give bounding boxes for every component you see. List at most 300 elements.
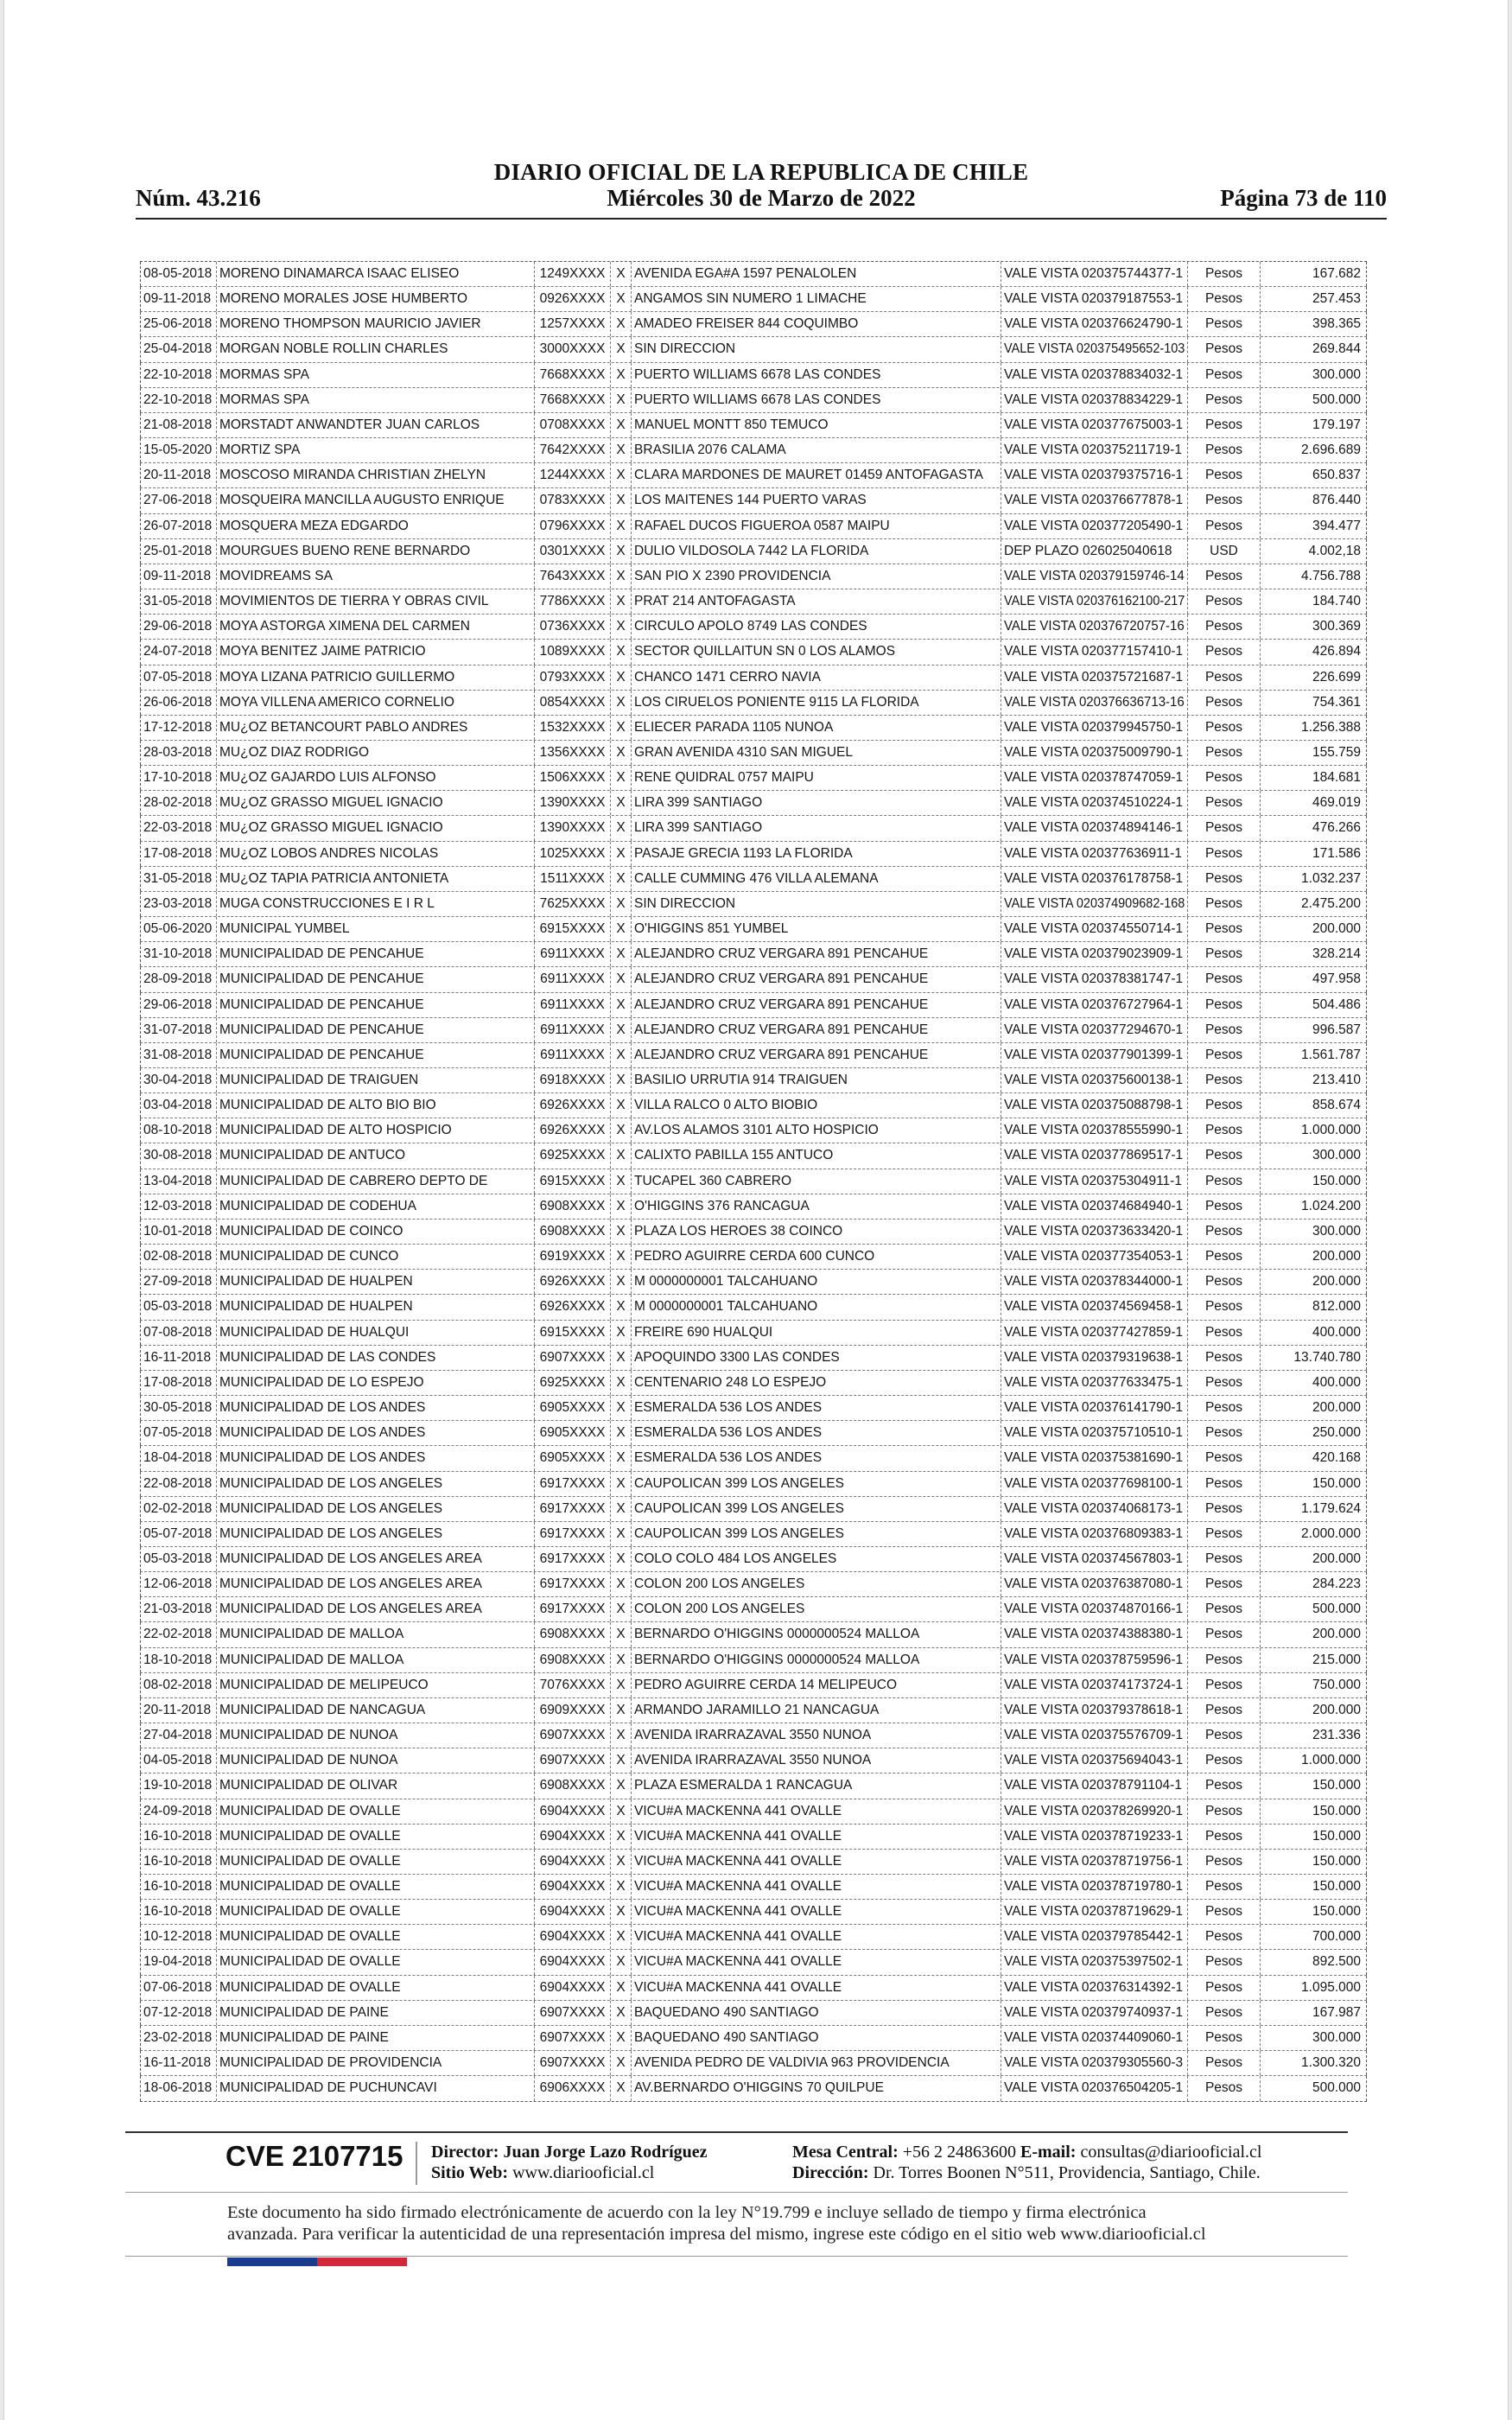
row-rut: 6917XXXX xyxy=(534,1572,610,1596)
row-document: VALE VISTA 020378269920-1 xyxy=(1001,1799,1187,1824)
row-currency: Pesos xyxy=(1187,1774,1260,1798)
records-table xyxy=(140,261,1367,2102)
row-rut: 6911XXXX xyxy=(534,993,610,1017)
row-date: 25-01-2018 xyxy=(140,539,216,564)
row-mark: X xyxy=(610,1018,631,1042)
row-address: PUERTO WILLIAMS 6678 LAS CONDES xyxy=(631,363,1001,387)
table-row xyxy=(140,1950,1367,1975)
row-date: 29-06-2018 xyxy=(140,993,216,1017)
row-rut: 1244XXXX xyxy=(534,463,610,487)
row-currency: Pesos xyxy=(1187,666,1260,690)
row-mark: X xyxy=(610,1673,631,1697)
row-name: MORMAS SPA xyxy=(216,363,534,387)
row-name: MUNICIPALIDAD DE CABRERO DEPTO DE xyxy=(216,1169,534,1194)
row-amount: 1.095.000 xyxy=(1260,1976,1367,2000)
row-document: VALE VISTA 020378747059-1 xyxy=(1001,766,1187,790)
table-row xyxy=(140,1748,1367,1774)
row-currency: Pesos xyxy=(1187,816,1260,840)
row-name: MORTIZ SPA xyxy=(216,438,534,462)
row-date: 17-12-2018 xyxy=(140,716,216,740)
row-date: 16-10-2018 xyxy=(140,1825,216,1849)
row-document: VALE VISTA 020375495652-103 xyxy=(1001,337,1187,361)
legal-line-2: avanzada. Para verificar la autenticidad de una representación impresa del mismo, ingrese este código en el sitio web www.diariooficial.cl xyxy=(227,2225,1206,2244)
row-document: DEP PLAZO 026025040618 xyxy=(1001,539,1187,564)
row-name: MOYA VILLENA AMERICO CORNELIO xyxy=(216,691,534,715)
table-row xyxy=(140,1270,1367,1295)
table-row xyxy=(140,1295,1367,1320)
issue-date: Miércoles 30 de Marzo de 2022 xyxy=(607,185,916,211)
row-document: VALE VISTA 020377427859-1 xyxy=(1001,1321,1187,1345)
row-rut: 6906XXXX xyxy=(534,2076,610,2101)
row-amount: 200.000 xyxy=(1260,1270,1367,1294)
row-currency: Pesos xyxy=(1187,1321,1260,1345)
row-mark: X xyxy=(610,1925,631,1949)
table-row xyxy=(140,1446,1367,1471)
row-document: VALE VISTA 020379023909-1 xyxy=(1001,942,1187,966)
row-rut: 7668XXXX xyxy=(534,363,610,387)
row-address: PLAZA LOS HEROES 38 COINCO xyxy=(631,1220,1001,1244)
row-name: MUNICIPALIDAD DE PROVIDENCIA xyxy=(216,2051,534,2075)
row-date: 17-08-2018 xyxy=(140,842,216,866)
header-divider xyxy=(136,218,1387,220)
row-name: MUNICIPALIDAD DE LO ESPEJO xyxy=(216,1371,534,1395)
table-row xyxy=(140,691,1367,716)
table-row xyxy=(140,1018,1367,1043)
row-address: SIN DIRECCION xyxy=(631,337,1001,361)
row-mark: X xyxy=(610,967,631,991)
row-name: MUNICIPALIDAD DE TRAIGUEN xyxy=(216,1068,534,1092)
row-mark: X xyxy=(610,1446,631,1470)
row-name: MUNICIPALIDAD DE HUALPEN xyxy=(216,1270,534,1294)
email-link[interactable]: consultas@diariooficial.cl xyxy=(1080,2143,1262,2162)
table-row xyxy=(140,640,1367,665)
row-mark: X xyxy=(610,1270,631,1294)
table-row xyxy=(140,1143,1367,1169)
table-row xyxy=(140,1723,1367,1748)
row-document: VALE VISTA 020374684940-1 xyxy=(1001,1194,1187,1219)
row-address: COLON 200 LOS ANGELES xyxy=(631,1597,1001,1621)
row-rut: 6905XXXX xyxy=(534,1446,610,1470)
row-rut: 6926XXXX xyxy=(534,1295,610,1319)
row-document: VALE VISTA 020379378618-1 xyxy=(1001,1698,1187,1723)
row-amount: 167.987 xyxy=(1260,2001,1367,2025)
row-document: VALE VISTA 020379740937-1 xyxy=(1001,2001,1187,2025)
row-name: MU¿OZ TAPIA PATRICIA ANTONIETA xyxy=(216,867,534,891)
row-amount: 226.699 xyxy=(1260,666,1367,690)
row-address: SIN DIRECCION xyxy=(631,892,1001,916)
site-link[interactable]: www.diariooficial.cl xyxy=(512,2163,655,2182)
row-address: ESMERALDA 536 LOS ANDES xyxy=(631,1446,1001,1470)
row-mark: X xyxy=(610,1194,631,1219)
row-address: BAQUEDANO 490 SANTIAGO xyxy=(631,2026,1001,2050)
row-mark: X xyxy=(610,2051,631,2075)
row-currency: Pesos xyxy=(1187,1925,1260,1949)
mesa-label: Mesa Central: xyxy=(792,2143,899,2162)
row-name: MUNICIPALIDAD DE OVALLE xyxy=(216,1950,534,1974)
row-rut: 0783XXXX xyxy=(534,488,610,513)
row-document: VALE VISTA 020376141790-1 xyxy=(1001,1396,1187,1420)
row-name: MUNICIPALIDAD DE OVALLE xyxy=(216,1976,534,2000)
row-date: 16-10-2018 xyxy=(140,1850,216,1874)
footer-contact-block xyxy=(792,2142,1261,2183)
table-row xyxy=(140,262,1367,287)
row-document: VALE VISTA 020379319638-1 xyxy=(1001,1346,1187,1370)
row-mark: X xyxy=(610,842,631,866)
row-document: VALE VISTA 020379187553-1 xyxy=(1001,287,1187,311)
row-name: MUNICIPALIDAD DE COINCO xyxy=(216,1220,534,1244)
row-document: VALE VISTA 020373633420-1 xyxy=(1001,1220,1187,1244)
row-address: CALLE CUMMING 476 VILLA ALEMANA xyxy=(631,867,1001,891)
row-document: VALE VISTA 020375397502-1 xyxy=(1001,1950,1187,1974)
row-mark: X xyxy=(610,262,631,286)
row-currency: Pesos xyxy=(1187,2001,1260,2025)
row-name: MOSCOSO MIRANDA CHRISTIAN ZHELYN xyxy=(216,463,534,487)
row-rut: 0736XXXX xyxy=(534,615,610,639)
mesa-phone: +56 2 24863600 xyxy=(902,2143,1017,2162)
row-rut: 6908XXXX xyxy=(534,1622,610,1646)
row-mark: X xyxy=(610,1068,631,1092)
row-name: MOYA LIZANA PATRICIO GUILLERMO xyxy=(216,666,534,690)
row-mark: X xyxy=(610,564,631,589)
row-date: 02-08-2018 xyxy=(140,1245,216,1269)
row-address: CALIXTO PABILLA 155 ANTUCO xyxy=(631,1143,1001,1168)
row-amount: 184.681 xyxy=(1260,766,1367,790)
row-document: VALE VISTA 020375710510-1 xyxy=(1001,1421,1187,1445)
row-mark: X xyxy=(610,1976,631,2000)
row-name: MUNICIPALIDAD DE OVALLE xyxy=(216,1925,534,1949)
row-mark: X xyxy=(610,1825,631,1849)
row-rut: 6908XXXX xyxy=(534,1220,610,1244)
row-date: 16-10-2018 xyxy=(140,1875,216,1899)
director-label: Director: xyxy=(431,2143,499,2162)
row-document: VALE VISTA 020375304911-1 xyxy=(1001,1169,1187,1194)
row-mark: X xyxy=(610,816,631,840)
row-rut: 6911XXXX xyxy=(534,967,610,991)
row-date: 05-03-2018 xyxy=(140,1295,216,1319)
row-rut: 1089XXXX xyxy=(534,640,610,664)
row-amount: 150.000 xyxy=(1260,1169,1367,1194)
row-date: 30-05-2018 xyxy=(140,1396,216,1420)
row-amount: 1.000.000 xyxy=(1260,1748,1367,1773)
row-amount: 231.336 xyxy=(1260,1723,1367,1748)
row-date: 15-05-2020 xyxy=(140,438,216,462)
row-date: 12-03-2018 xyxy=(140,1194,216,1219)
row-address: ALEJANDRO CRUZ VERGARA 891 PENCAHUE xyxy=(631,1018,1001,1042)
row-mark: X xyxy=(610,1547,631,1571)
row-mark: X xyxy=(610,539,631,564)
row-currency: Pesos xyxy=(1187,463,1260,487)
row-currency: Pesos xyxy=(1187,1371,1260,1395)
row-amount: 650.837 xyxy=(1260,463,1367,487)
row-currency: Pesos xyxy=(1187,514,1260,538)
table-row xyxy=(140,1068,1367,1093)
row-date: 23-02-2018 xyxy=(140,2026,216,2050)
row-currency: Pesos xyxy=(1187,564,1260,589)
row-date: 22-03-2018 xyxy=(140,816,216,840)
row-date: 18-04-2018 xyxy=(140,1446,216,1470)
table-row xyxy=(140,2026,1367,2051)
row-document: VALE VISTA 020376809383-1 xyxy=(1001,1522,1187,1546)
row-currency: Pesos xyxy=(1187,691,1260,715)
row-document: VALE VISTA 020376387080-1 xyxy=(1001,1572,1187,1596)
row-address: AV.BERNARDO O'HIGGINS 70 QUILPUE xyxy=(631,2076,1001,2101)
row-rut: 1249XXXX xyxy=(534,262,610,286)
row-mark: X xyxy=(610,1497,631,1521)
row-document: VALE VISTA 020376677878-1 xyxy=(1001,488,1187,513)
row-amount: 284.223 xyxy=(1260,1572,1367,1596)
row-name: MU¿OZ LOBOS ANDRES NICOLAS xyxy=(216,842,534,866)
row-address: BERNARDO O'HIGGINS 0000000524 MALLOA xyxy=(631,1648,1001,1672)
row-date: 19-10-2018 xyxy=(140,1774,216,1798)
row-amount: 892.500 xyxy=(1260,1950,1367,1974)
row-document: VALE VISTA 020374870166-1 xyxy=(1001,1597,1187,1621)
row-mark: X xyxy=(610,1522,631,1546)
table-row xyxy=(140,867,1367,892)
row-document: VALE VISTA 020375381690-1 xyxy=(1001,1446,1187,1470)
row-mark: X xyxy=(610,438,631,462)
row-mark: X xyxy=(610,917,631,941)
row-rut: 6908XXXX xyxy=(534,1648,610,1672)
row-currency: Pesos xyxy=(1187,1068,1260,1092)
row-amount: 200.000 xyxy=(1260,1396,1367,1420)
row-mark: X xyxy=(610,1950,631,1974)
table-row xyxy=(140,2001,1367,2026)
table-row xyxy=(140,791,1367,816)
row-amount: 200.000 xyxy=(1260,1622,1367,1646)
row-address: COLON 200 LOS ANGELES xyxy=(631,1572,1001,1596)
row-name: MUNICIPALIDAD DE ALTO HOSPICIO xyxy=(216,1118,534,1143)
row-date: 07-06-2018 xyxy=(140,1976,216,2000)
row-document: VALE VISTA 020378719756-1 xyxy=(1001,1850,1187,1874)
row-date: 12-06-2018 xyxy=(140,1572,216,1596)
row-amount: 213.410 xyxy=(1260,1068,1367,1092)
row-rut: 0708XXXX xyxy=(534,413,610,437)
row-address: CHANCO 1471 CERRO NAVIA xyxy=(631,666,1001,690)
row-amount: 1.000.000 xyxy=(1260,1118,1367,1143)
row-mark: X xyxy=(610,2001,631,2025)
row-address: LIRA 399 SANTIAGO xyxy=(631,816,1001,840)
row-amount: 1.179.624 xyxy=(1260,1497,1367,1521)
row-name: MOVIMIENTOS DE TIERRA Y OBRAS CIVIL xyxy=(216,589,534,614)
row-currency: Pesos xyxy=(1187,413,1260,437)
row-currency: Pesos xyxy=(1187,867,1260,891)
row-rut: 0854XXXX xyxy=(534,691,610,715)
row-name: MU¿OZ BETANCOURT PABLO ANDRES xyxy=(216,716,534,740)
row-date: 30-04-2018 xyxy=(140,1068,216,1092)
row-document: VALE VISTA 020377901399-1 xyxy=(1001,1043,1187,1067)
row-address: VICU#A MACKENNA 441 OVALLE xyxy=(631,1875,1001,1899)
table-row xyxy=(140,816,1367,841)
row-rut: 6907XXXX xyxy=(534,1748,610,1773)
row-mark: X xyxy=(610,1774,631,1798)
row-currency: Pesos xyxy=(1187,1698,1260,1723)
row-date: 31-07-2018 xyxy=(140,1018,216,1042)
table-row xyxy=(140,1522,1367,1547)
row-address: ARMANDO JARAMILLO 21 NANCAGUA xyxy=(631,1698,1001,1723)
row-mark: X xyxy=(610,488,631,513)
row-amount: 200.000 xyxy=(1260,1698,1367,1723)
row-name: MORENO THOMPSON MAURICIO JAVIER xyxy=(216,312,534,336)
row-date: 20-11-2018 xyxy=(140,463,216,487)
row-address: BAQUEDANO 490 SANTIAGO xyxy=(631,2001,1001,2025)
row-rut: 1506XXXX xyxy=(534,766,610,790)
row-name: MUNICIPALIDAD DE HUALPEN xyxy=(216,1295,534,1319)
row-name: MUNICIPALIDAD DE NUNOA xyxy=(216,1723,534,1748)
row-mark: X xyxy=(610,615,631,639)
table-row xyxy=(140,564,1367,589)
table-row xyxy=(140,337,1367,362)
row-rut: 6904XXXX xyxy=(534,1850,610,1874)
row-name: MUNICIPALIDAD DE LOS ANGELES xyxy=(216,1522,534,1546)
row-amount: 150.000 xyxy=(1260,1825,1367,1849)
table-row xyxy=(140,1547,1367,1572)
row-currency: Pesos xyxy=(1187,488,1260,513)
row-mark: X xyxy=(610,1043,631,1067)
row-amount: 996.587 xyxy=(1260,1018,1367,1042)
row-address: ALEJANDRO CRUZ VERGARA 891 PENCAHUE xyxy=(631,942,1001,966)
row-rut: 6919XXXX xyxy=(534,1245,610,1269)
row-name: MORGAN NOBLE ROLLIN CHARLES xyxy=(216,337,534,361)
row-rut: 6926XXXX xyxy=(534,1270,610,1294)
row-mark: X xyxy=(610,1295,631,1319)
row-document: VALE VISTA 020375088798-1 xyxy=(1001,1093,1187,1118)
row-name: MUNICIPALIDAD DE OVALLE xyxy=(216,1850,534,1874)
director-name: Juan Jorge Lazo Rodríguez xyxy=(503,2143,708,2162)
row-address: VICU#A MACKENNA 441 OVALLE xyxy=(631,1825,1001,1849)
row-document: VALE VISTA 020375009790-1 xyxy=(1001,741,1187,765)
row-name: MU¿OZ GRASSO MIGUEL IGNACIO xyxy=(216,816,534,840)
row-rut: 6925XXXX xyxy=(534,1371,610,1395)
row-currency: Pesos xyxy=(1187,1622,1260,1646)
row-rut: 0793XXXX xyxy=(534,666,610,690)
table-row xyxy=(140,1900,1367,1925)
row-amount: 300.000 xyxy=(1260,1143,1367,1168)
row-rut: 6904XXXX xyxy=(534,1799,610,1824)
row-document: VALE VISTA 020374894146-1 xyxy=(1001,816,1187,840)
row-address: APOQUINDO 3300 LAS CONDES xyxy=(631,1346,1001,1370)
row-amount: 500.000 xyxy=(1260,1597,1367,1621)
row-amount: 155.759 xyxy=(1260,741,1367,765)
row-currency: Pesos xyxy=(1187,1143,1260,1168)
row-rut: 1257XXXX xyxy=(534,312,610,336)
row-currency: Pesos xyxy=(1187,1522,1260,1546)
row-date: 05-07-2018 xyxy=(140,1522,216,1546)
row-date: 10-12-2018 xyxy=(140,1925,216,1949)
row-mark: X xyxy=(610,1321,631,1345)
row-name: MUNICIPALIDAD DE LOS ANDES xyxy=(216,1396,534,1420)
table-row xyxy=(140,1774,1367,1799)
site-label: Sitio Web: xyxy=(431,2163,509,2182)
row-document: VALE VISTA 020376314392-1 xyxy=(1001,1976,1187,2000)
row-address: VICU#A MACKENNA 441 OVALLE xyxy=(631,1900,1001,1924)
row-address: BRASILIA 2076 CALAMA xyxy=(631,438,1001,462)
row-document: VALE VISTA 020374068173-1 xyxy=(1001,1497,1187,1521)
row-currency: Pesos xyxy=(1187,615,1260,639)
row-currency: Pesos xyxy=(1187,1648,1260,1672)
row-mark: X xyxy=(610,1346,631,1370)
row-mark: X xyxy=(610,1698,631,1723)
row-amount: 300.000 xyxy=(1260,1220,1367,1244)
row-date: 31-08-2018 xyxy=(140,1043,216,1067)
row-rut: 1532XXXX xyxy=(534,716,610,740)
row-date: 05-06-2020 xyxy=(140,917,216,941)
row-date: 27-09-2018 xyxy=(140,1270,216,1294)
row-address: COLO COLO 484 LOS ANGELES xyxy=(631,1547,1001,1571)
row-name: MUNICIPALIDAD DE PUCHUNCAVI xyxy=(216,2076,534,2101)
row-date: 25-04-2018 xyxy=(140,337,216,361)
row-currency: Pesos xyxy=(1187,967,1260,991)
row-amount: 4.756.788 xyxy=(1260,564,1367,589)
row-mark: X xyxy=(610,287,631,311)
row-date: 16-11-2018 xyxy=(140,1346,216,1370)
row-address: GRAN AVENIDA 4310 SAN MIGUEL xyxy=(631,741,1001,765)
row-mark: X xyxy=(610,1169,631,1194)
row-address: SECTOR QUILLAITUN SN 0 LOS ALAMOS xyxy=(631,640,1001,664)
row-date: 16-10-2018 xyxy=(140,1900,216,1924)
row-currency: Pesos xyxy=(1187,993,1260,1017)
row-mark: X xyxy=(610,666,631,690)
row-document: VALE VISTA 020378344000-1 xyxy=(1001,1270,1187,1294)
row-date: 22-08-2018 xyxy=(140,1472,216,1496)
row-mark: X xyxy=(610,691,631,715)
row-amount: 300.000 xyxy=(1260,363,1367,387)
row-date: 17-08-2018 xyxy=(140,1371,216,1395)
row-address: LIRA 399 SANTIAGO xyxy=(631,791,1001,815)
cve-code: CVE 2107715 xyxy=(226,2140,403,2172)
table-row xyxy=(140,312,1367,337)
row-currency: Pesos xyxy=(1187,589,1260,614)
row-name: MUNICIPALIDAD DE MALLOA xyxy=(216,1648,534,1672)
row-address: SAN PIO X 2390 PROVIDENCIA xyxy=(631,564,1001,589)
row-rut: 6917XXXX xyxy=(534,1547,610,1571)
row-date: 07-05-2018 xyxy=(140,666,216,690)
row-rut: 6915XXXX xyxy=(534,917,610,941)
row-document: VALE VISTA 020377205490-1 xyxy=(1001,514,1187,538)
row-name: MUNICIPALIDAD DE PENCAHUE xyxy=(216,942,534,966)
row-date: 24-09-2018 xyxy=(140,1799,216,1824)
row-document: VALE VISTA 020375211719-1 xyxy=(1001,438,1187,462)
row-mark: X xyxy=(610,1093,631,1118)
document-page xyxy=(3,0,1509,2420)
row-document: VALE VISTA 020378759596-1 xyxy=(1001,1648,1187,1672)
row-rut: 0796XXXX xyxy=(534,514,610,538)
row-address: RENE QUIDRAL 0757 MAIPU xyxy=(631,766,1001,790)
row-date: 08-05-2018 xyxy=(140,262,216,286)
table-row xyxy=(140,1371,1367,1396)
table-row xyxy=(140,1673,1367,1698)
row-address: PEDRO AGUIRRE CERDA 14 MELIPEUCO xyxy=(631,1673,1001,1697)
row-document: VALE VISTA 020376636713-16 xyxy=(1001,691,1187,715)
row-mark: X xyxy=(610,1622,631,1646)
row-mark: X xyxy=(610,1220,631,1244)
row-mark: X xyxy=(610,1748,631,1773)
row-document: VALE VISTA 020374409060-1 xyxy=(1001,2026,1187,2050)
row-name: MUNICIPALIDAD DE ANTUCO xyxy=(216,1143,534,1168)
row-amount: 400.000 xyxy=(1260,1371,1367,1395)
row-currency: Pesos xyxy=(1187,438,1260,462)
row-date: 28-09-2018 xyxy=(140,967,216,991)
row-name: MOURGUES BUENO RENE BERNARDO xyxy=(216,539,534,564)
row-rut: 6904XXXX xyxy=(534,1925,610,1949)
row-rut: 3000XXXX xyxy=(534,337,610,361)
row-address: AVENIDA EGA#A 1597 PENALOLEN xyxy=(631,262,1001,286)
row-amount: 1.024.200 xyxy=(1260,1194,1367,1219)
row-amount: 171.586 xyxy=(1260,842,1367,866)
row-currency: Pesos xyxy=(1187,2051,1260,2075)
row-address: TUCAPEL 360 CABRERO xyxy=(631,1169,1001,1194)
row-amount: 700.000 xyxy=(1260,1925,1367,1949)
row-currency: Pesos xyxy=(1187,1093,1260,1118)
